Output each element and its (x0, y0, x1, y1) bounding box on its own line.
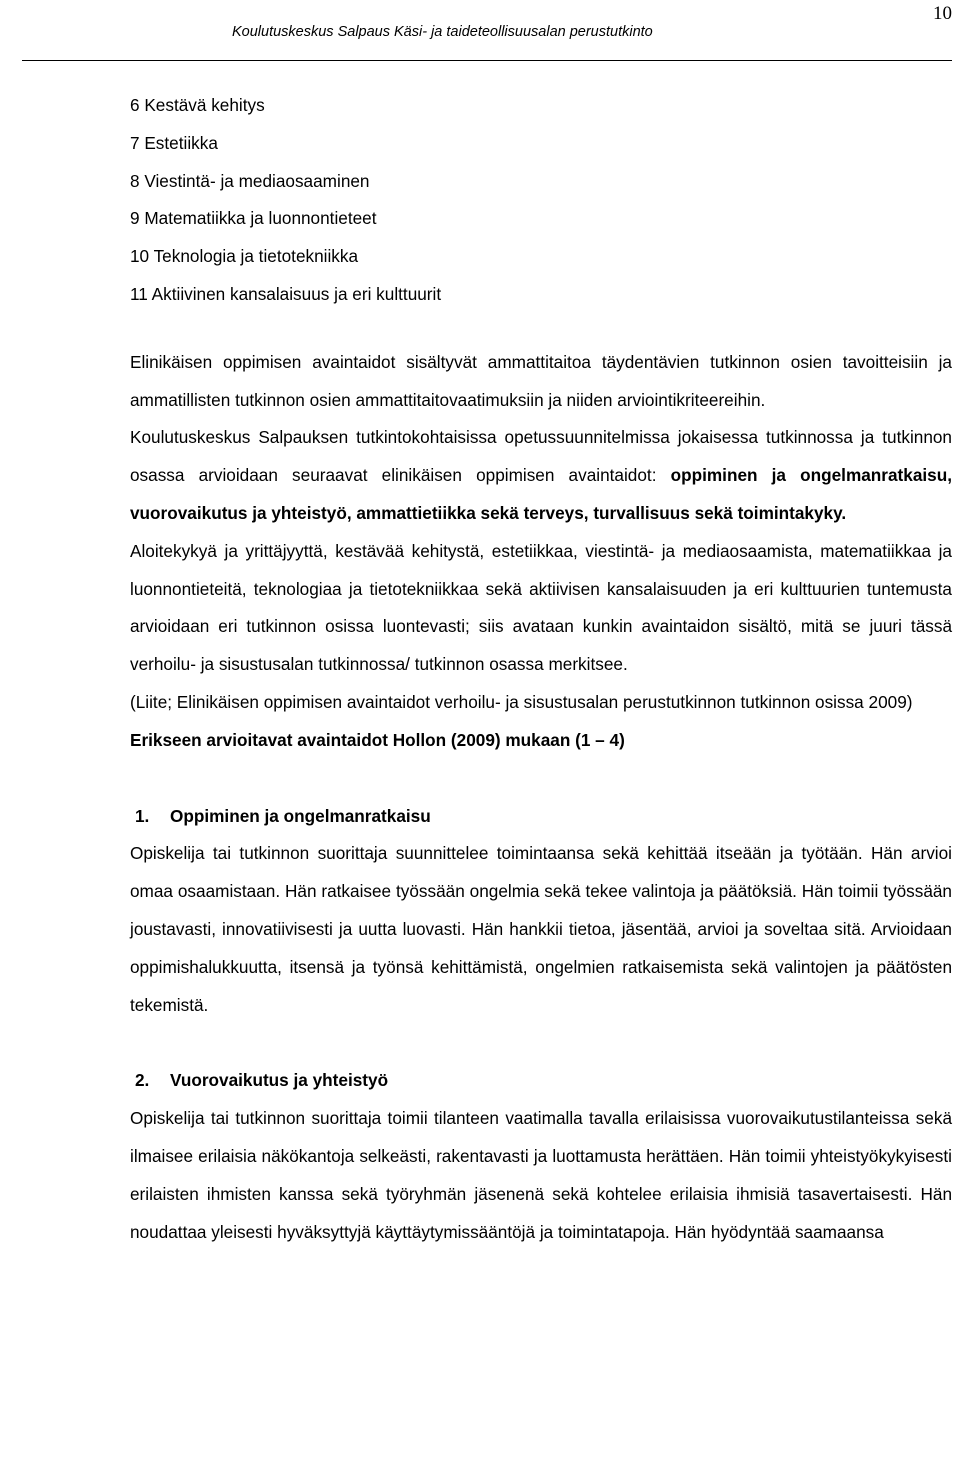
curriculum-paragraph (130, 419, 952, 532)
section-title: Oppiminen ja ongelmanratkaisu (170, 805, 431, 826)
section-heading (130, 1062, 952, 1100)
list-item: 11 Aktiivinen kansalaisuus ja eri kulttuurit (130, 283, 442, 304)
page-number: 10 (933, 3, 952, 24)
assessment-heading: Erikseen arvioitavat avaintaidot Hollon (2009) mukaan (1 – 4) (130, 729, 625, 750)
list-item: 9 Matematiikka ja luonnontieteet (130, 208, 377, 229)
list-item: 6 Kestävä kehitys (130, 95, 265, 115)
other-skills-paragraph: Aloitekykyä ja yrittäjyyttä, kestävää kehitystä, estetiikkaa, viestintä- ja mediaosaamista, matematiikkaa ja luonnontieteitä, teknologiaa ja tietotekniikkaa sekä aktiivisen kansalaisuuden ja eri kulttuurien tuntemusta arvioidaan eri tutkinnon osissa luontevasti; siis avataan kunkin avaintaidon sisältö, mitä se juuri tässä verhoilu- ja sisustusalan tutkinnossa/ tutkinnon osassa merkitsee. (130, 540, 952, 675)
section-title: Vuorovaikutus ja yhteistyö (170, 1070, 389, 1091)
page-body (130, 87, 952, 1251)
section-heading (130, 798, 952, 836)
header-divider (22, 60, 952, 61)
section-number: 2. (135, 1070, 150, 1091)
section-text: Opiskelija tai tutkinnon suorittaja suunnittelee toimintaansa sekä kehittää itseään ja työtään. Hän arvioi omaa osaamistaan. Hän ratkaisee työssään ongelmia sekä tekee valintoja ja päätöksiä. Hän toimii työssään joustavasti, innovatiivisesti ja uutta luovasti. Hän hankkii tietoa, jäsentää, arvioi ja soveltaa sitä. Arvioidaan oppimishalukkuutta, itsensä ja työnsä kehittämistä, ongelmien ratkaisemista sekä valintojen ja päätösten tekemistä. (130, 843, 952, 1015)
curriculum-text: Koulutuskeskus Salpauksen tutkintokohtaisissa opetussuunnitelmissa jokaisessa tutkinnossa ja tutkinnon osassa arvioidaan seuraavat elinikäisen oppimisen avaintaidot: (130, 427, 952, 486)
attachment-reference: (Liite; Elinikäisen oppimisen avaintaidot verhoilu- ja sisustusalan perustutkinnon tutkinnon osissa 2009) (130, 691, 913, 712)
list-item: 7 Estetiikka (130, 132, 218, 153)
running-header-title: Koulutuskeskus Salpaus Käsi- ja taideteollisuusalan perustutkinto (232, 24, 653, 40)
intro-paragraph: Elinikäisen oppimisen avaintaidot sisältyvät ammattitaitoa täydentävien tutkinnon osien tavoitteisiin ja ammatillisten tutkinnon osien ammattitaitovaatimuksiin ja niiden arviointikriteereihin. (130, 351, 952, 410)
key-skills-list (130, 87, 952, 314)
section-text: Opiskelija tai tutkinnon suorittaja toimii tilanteen vaatimalla tavalla erilaisissa vuorovaikutustilanteissa sekä ilmaisee erilaisia näkökantoja selkeästi, rakentavasti ja luottamusta herättäen. Hän toimii yhteistyökykyisesti erilaisten ihmisten kanssa sekä työryhmän jäsenenä sekä kohtelee erilaisia ihmisiä tasavertaisesti. Hän noudattaa yleisesti hyväksyttyjä käyttäytymissääntöjä ja toimintatapoja. Hän hyödyntää saamaansa (130, 1108, 952, 1242)
list-item: 10 Teknologia ja tietotekniikka (130, 246, 359, 267)
section-number: 1. (135, 805, 150, 826)
list-item: 8 Viestintä- ja mediaosaaminen (130, 170, 370, 191)
assessed-skills-text: oppiminen ja ongelmanratkaisu, vuorovaikutus ja yhteistyö, ammattietiikka sekä terveys, turvallisuus sekä toimintakyky. (130, 465, 952, 523)
